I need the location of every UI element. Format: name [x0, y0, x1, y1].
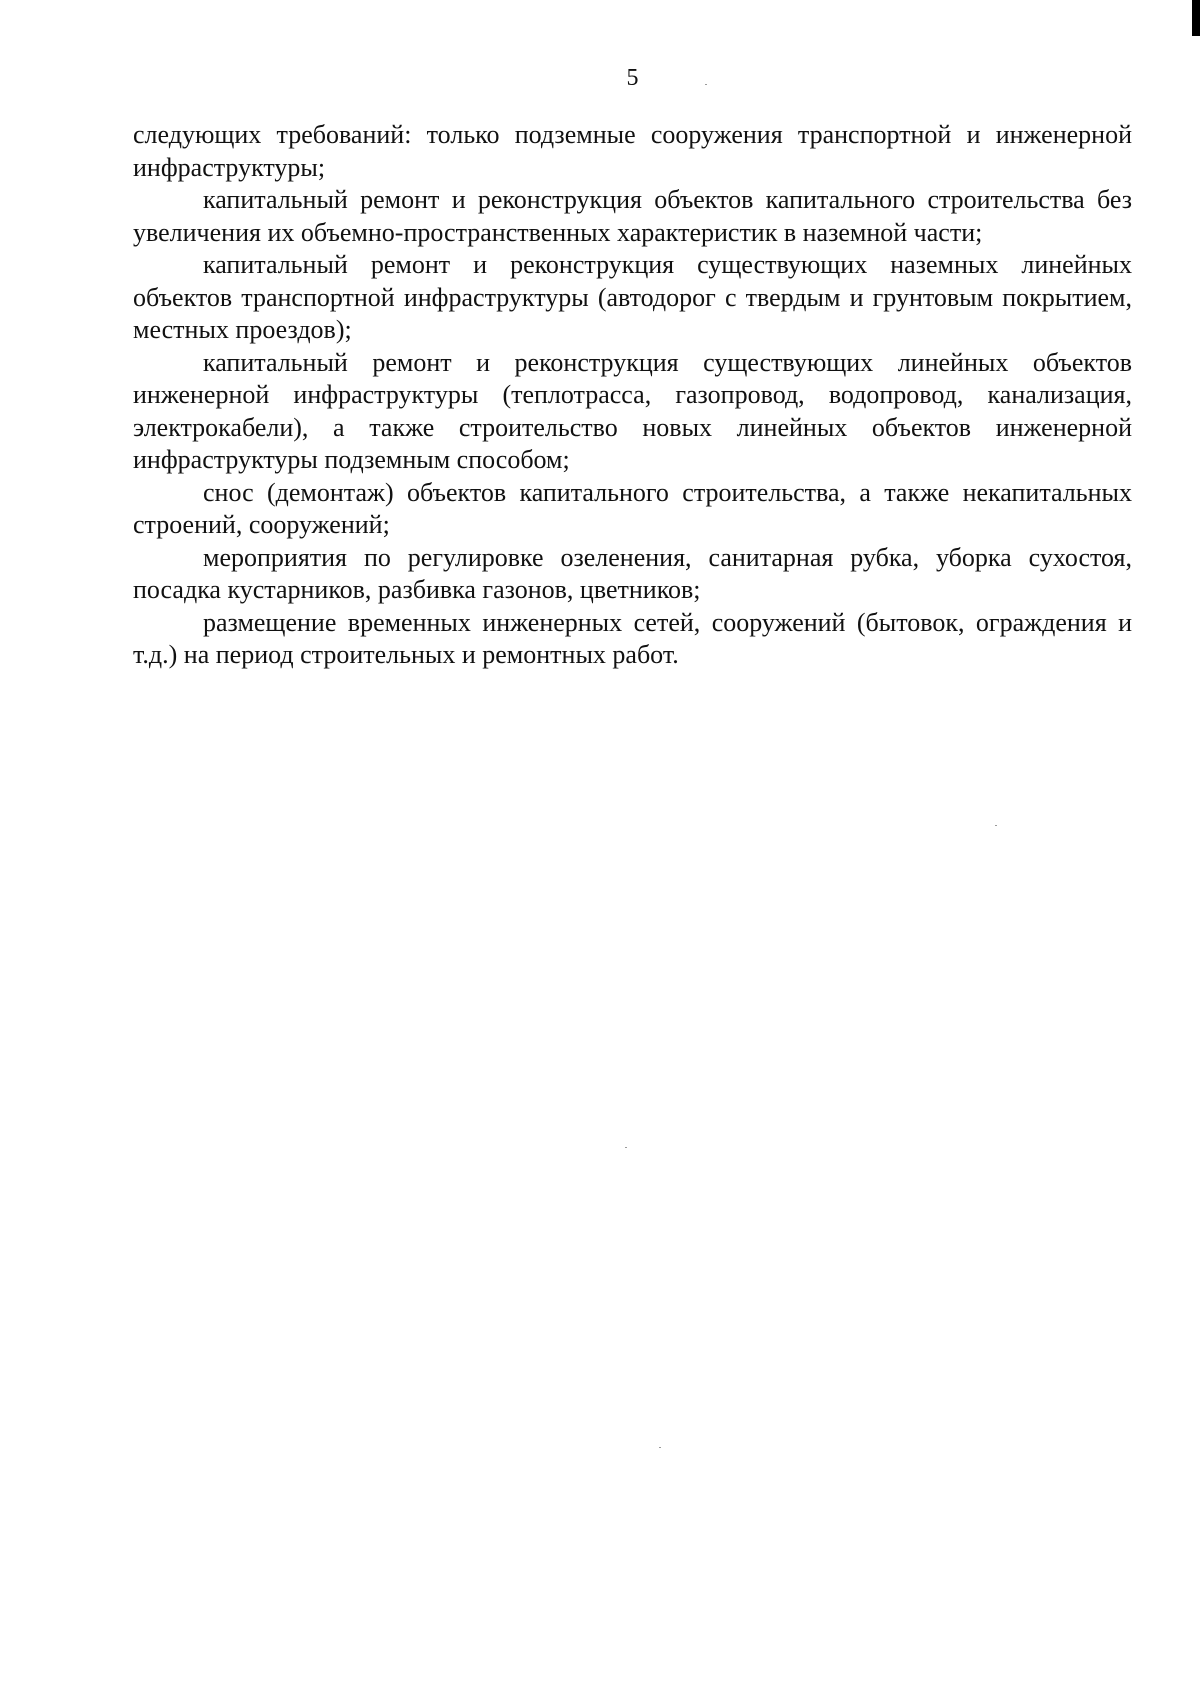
scan-speck — [659, 1447, 661, 1448]
paragraph: капитальный ремонт и реконструкция объектов капитального строительства без увеличения их объемно-пространственных характеристик в наземной части; — [133, 185, 1132, 247]
scan-speck — [625, 1147, 627, 1148]
scan-speck — [995, 825, 997, 826]
page-number: 5 — [626, 65, 639, 91]
paragraph: капитальный ремонт и реконструкция существующих линейных объектов инженерной инфраструктуры (теплотрасса, газопровод, водопровод, канализация, электрокабели), а также строительство новых линейных объектов инженерной инфраструктуры подземным способом; — [133, 347, 1132, 474]
paragraph: капитальный ремонт и реконструкция существующих наземных линейных объектов транспортной инфраструктуры (автодорог с твердым и грунтовым покрытием, местных проездов); — [133, 250, 1132, 344]
paragraph-continuation: следующих требований: только подземные сооружения транспортной и инженерной инфраструктуры; — [133, 120, 1132, 182]
scan-edge-mark — [1192, 0, 1200, 36]
paragraph: размещение временных инженерных сетей, сооружений (бытовок, ограждения и т.д.) на период строительных и ремонтных работ. — [133, 607, 1132, 669]
document-body — [133, 119, 1132, 672]
paragraph: снос (демонтаж) объектов капитального строительства, а также некапитальных строений, сооружений; — [133, 477, 1132, 539]
scan-speck — [705, 84, 707, 85]
paragraph: мероприятия по регулировке озеленения, санитарная рубка, уборка сухостоя, посадка кустарников, разбивка газонов, цветников; — [133, 542, 1132, 604]
